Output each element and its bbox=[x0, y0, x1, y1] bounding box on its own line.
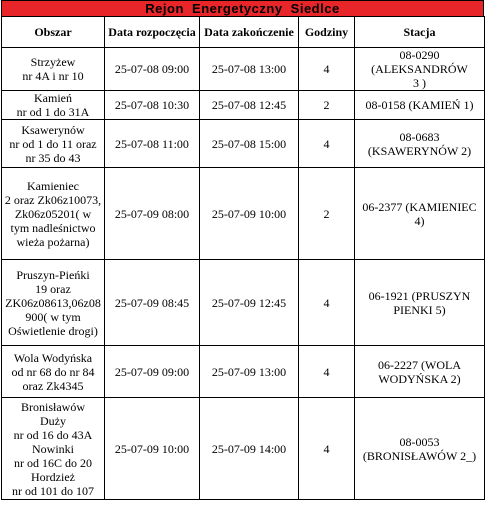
end-cell: 25-07-08 13:00 bbox=[200, 48, 299, 91]
station-cell: 08-0053 (BRONISŁAWÓW 2_) bbox=[355, 398, 485, 500]
start-cell: 25-07-08 11:00 bbox=[105, 120, 200, 168]
region-title: Rejon Energetyczny Siedlce bbox=[1, 0, 484, 16]
end-cell: 25-07-09 10:00 bbox=[200, 168, 299, 260]
station-cell: 06-2227 (WOLA WODYŃSKA 2) bbox=[355, 346, 485, 398]
end-cell: 25-07-09 12:45 bbox=[200, 260, 299, 346]
hours-cell: 2 bbox=[299, 168, 355, 260]
hours-cell: 4 bbox=[299, 48, 355, 91]
area-cell: Kamień nr od 1 do 31A bbox=[2, 91, 105, 120]
outage-table bbox=[1, 16, 485, 500]
start-cell: 25-07-09 10:00 bbox=[105, 398, 200, 500]
hours-cell: 4 bbox=[299, 346, 355, 398]
hours-cell: 4 bbox=[299, 120, 355, 168]
area-cell: Wola Wodyńska od nr 68 do nr 84 oraz Zk4345 bbox=[2, 346, 105, 398]
area-cell: Ksawerynów nr od 1 do 11 oraz nr 35 do 43 bbox=[2, 120, 105, 168]
table-row bbox=[2, 48, 485, 91]
station-cell: 08-0290 (ALEKSANDRÓW 3 ) bbox=[355, 48, 485, 91]
station-cell: 06-1921 (PRUSZYN PIENKI 5) bbox=[355, 260, 485, 346]
end-cell: 25-07-08 12:45 bbox=[200, 91, 299, 120]
hours-cell: 4 bbox=[299, 398, 355, 500]
area-cell: Bronisławów Duży nr od 16 do 43A Nowinki nr od 16C do 20 Hordzież nr od 101 do 107 bbox=[2, 398, 105, 500]
column-header-hours: Godziny bbox=[299, 17, 355, 48]
column-header-end: Data zakończenie bbox=[200, 17, 299, 48]
station-cell: 06-2377 (KAMIENIEC 4) bbox=[355, 168, 485, 260]
start-cell: 25-07-09 09:00 bbox=[105, 346, 200, 398]
start-cell: 25-07-08 09:00 bbox=[105, 48, 200, 91]
start-cell: 25-07-09 08:45 bbox=[105, 260, 200, 346]
start-cell: 25-07-08 10:30 bbox=[105, 91, 200, 120]
table-row bbox=[2, 398, 485, 500]
header-row bbox=[2, 17, 485, 48]
table-row bbox=[2, 346, 485, 398]
column-header-start: Data rozpoczęcia bbox=[105, 17, 200, 48]
area-cell: Pruszyn-Pieńki 19 oraz ZK06z08613,06z08 900( w tym Oświetlenie drogi) bbox=[2, 260, 105, 346]
start-cell: 25-07-09 08:00 bbox=[105, 168, 200, 260]
end-cell: 25-07-08 15:00 bbox=[200, 120, 299, 168]
station-cell: 08-0158 (KAMIEŃ 1) bbox=[355, 91, 485, 120]
area-cell: Kamieniec 2 oraz Zk06z10073, Zk06z05201( w tym nadleśnictwo wieża pożarna) bbox=[2, 168, 105, 260]
hours-cell: 2 bbox=[299, 91, 355, 120]
column-header-obszar: Obszar bbox=[2, 17, 105, 48]
station-cell: 08-0683 (KSAWERYNÓW 2) bbox=[355, 120, 485, 168]
end-cell: 25-07-09 13:00 bbox=[200, 346, 299, 398]
end-cell: 25-07-09 14:00 bbox=[200, 398, 299, 500]
column-header-station: Stacja bbox=[355, 17, 485, 48]
table-row bbox=[2, 91, 485, 120]
hours-cell: 4 bbox=[299, 260, 355, 346]
table-row bbox=[2, 260, 485, 346]
table-row bbox=[2, 168, 485, 260]
area-cell: Strzyżew nr 4A i nr 10 bbox=[2, 48, 105, 91]
table-row bbox=[2, 120, 485, 168]
outage-schedule bbox=[1, 0, 484, 500]
